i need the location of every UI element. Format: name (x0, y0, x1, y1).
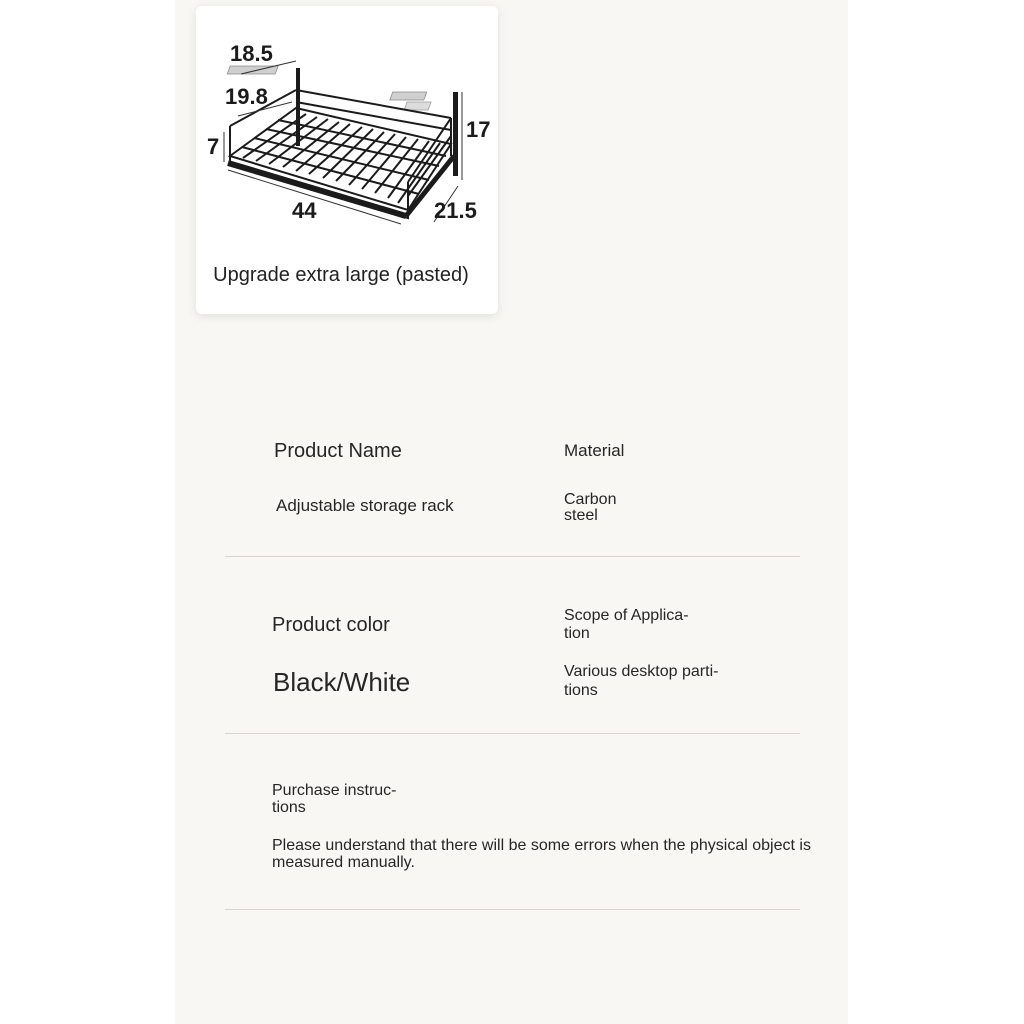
product-variant-card[interactable] (196, 6, 498, 314)
product-color-label: Product color (272, 614, 390, 636)
purchase-note-line2: measured manually. (272, 854, 415, 871)
material-value-line2: steel (564, 507, 598, 524)
product-color-value: Black/White (273, 667, 411, 697)
variant-caption: Upgrade extra large (pasted) (213, 264, 469, 286)
product-name-value: Adjustable storage rack (276, 496, 454, 515)
dim-length: 44 (292, 198, 317, 223)
product-name-label: Product Name (274, 440, 402, 462)
material-value-line1: Carbon (564, 491, 617, 508)
divider (225, 733, 800, 734)
dim-width: 21.5 (434, 198, 477, 223)
dim-side-height: 17 (466, 117, 491, 142)
purchase-label-line2: tions (272, 799, 306, 816)
scope-label-line2: tion (564, 625, 590, 642)
material-label: Material (564, 441, 625, 460)
scope-value-line2: tions (564, 682, 598, 699)
dim-top-depth: 18.5 (230, 41, 273, 66)
purchase-label-line1: Purchase instruc- (272, 782, 397, 799)
scope-label-line1: Scope of Applica- (564, 607, 689, 624)
divider (225, 556, 800, 557)
purchase-note-line1: Please understand that there will be some errors when the physical object is (272, 837, 811, 854)
scope-value-line1: Various desktop parti- (564, 663, 719, 680)
storage-rack-illustration (196, 6, 498, 256)
dim-front-height: 7 (207, 134, 220, 159)
dim-inner-depth: 19.8 (225, 84, 268, 109)
divider (225, 909, 800, 910)
